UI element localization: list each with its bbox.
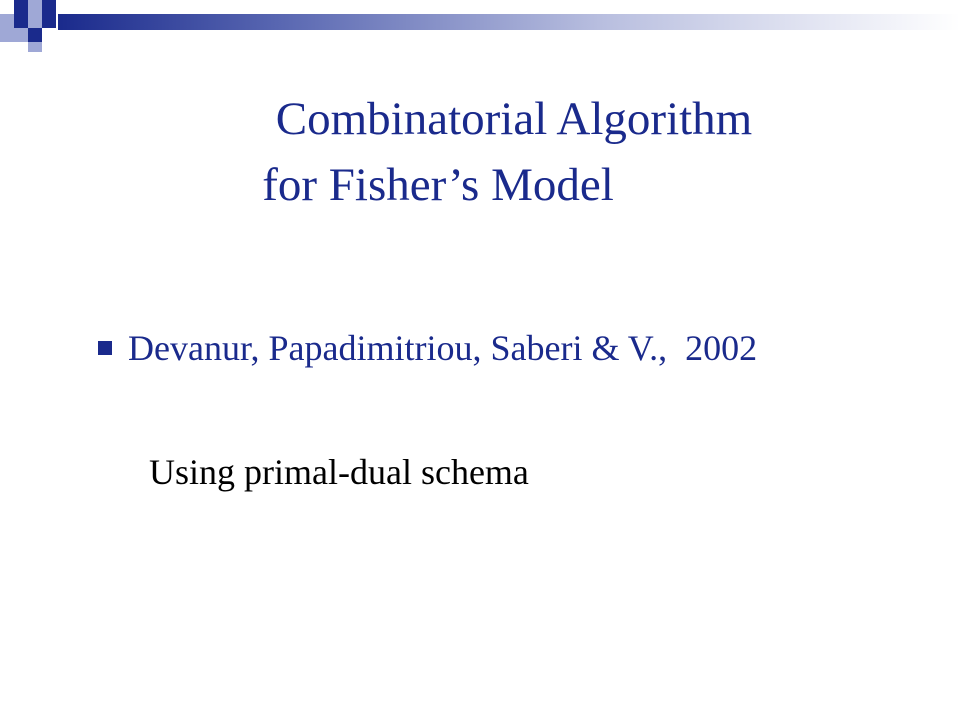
title-line-2: for Fisher’s Model — [262, 159, 614, 211]
decor-square — [42, 14, 56, 28]
decor-square — [28, 42, 42, 52]
square-bullet-icon — [98, 341, 112, 355]
slide-title — [0, 86, 960, 218]
bullet-item — [98, 326, 757, 370]
decor-square — [14, 0, 28, 14]
bullet-text: Devanur, Papadimitriou, Saberi & V., 2002 — [128, 328, 758, 368]
decor-square — [28, 0, 42, 14]
sub-text: Using primal-dual schema — [149, 452, 529, 492]
decor-square — [0, 28, 14, 42]
decor-square — [42, 0, 56, 14]
decor-square — [14, 14, 28, 28]
title-line-1: Combinatorial Algorithm — [275, 93, 753, 145]
header-gradient-bar — [58, 14, 960, 30]
decor-square — [0, 14, 14, 28]
decor-square — [14, 28, 28, 42]
decor-square — [28, 28, 42, 42]
decor-square — [28, 14, 42, 28]
